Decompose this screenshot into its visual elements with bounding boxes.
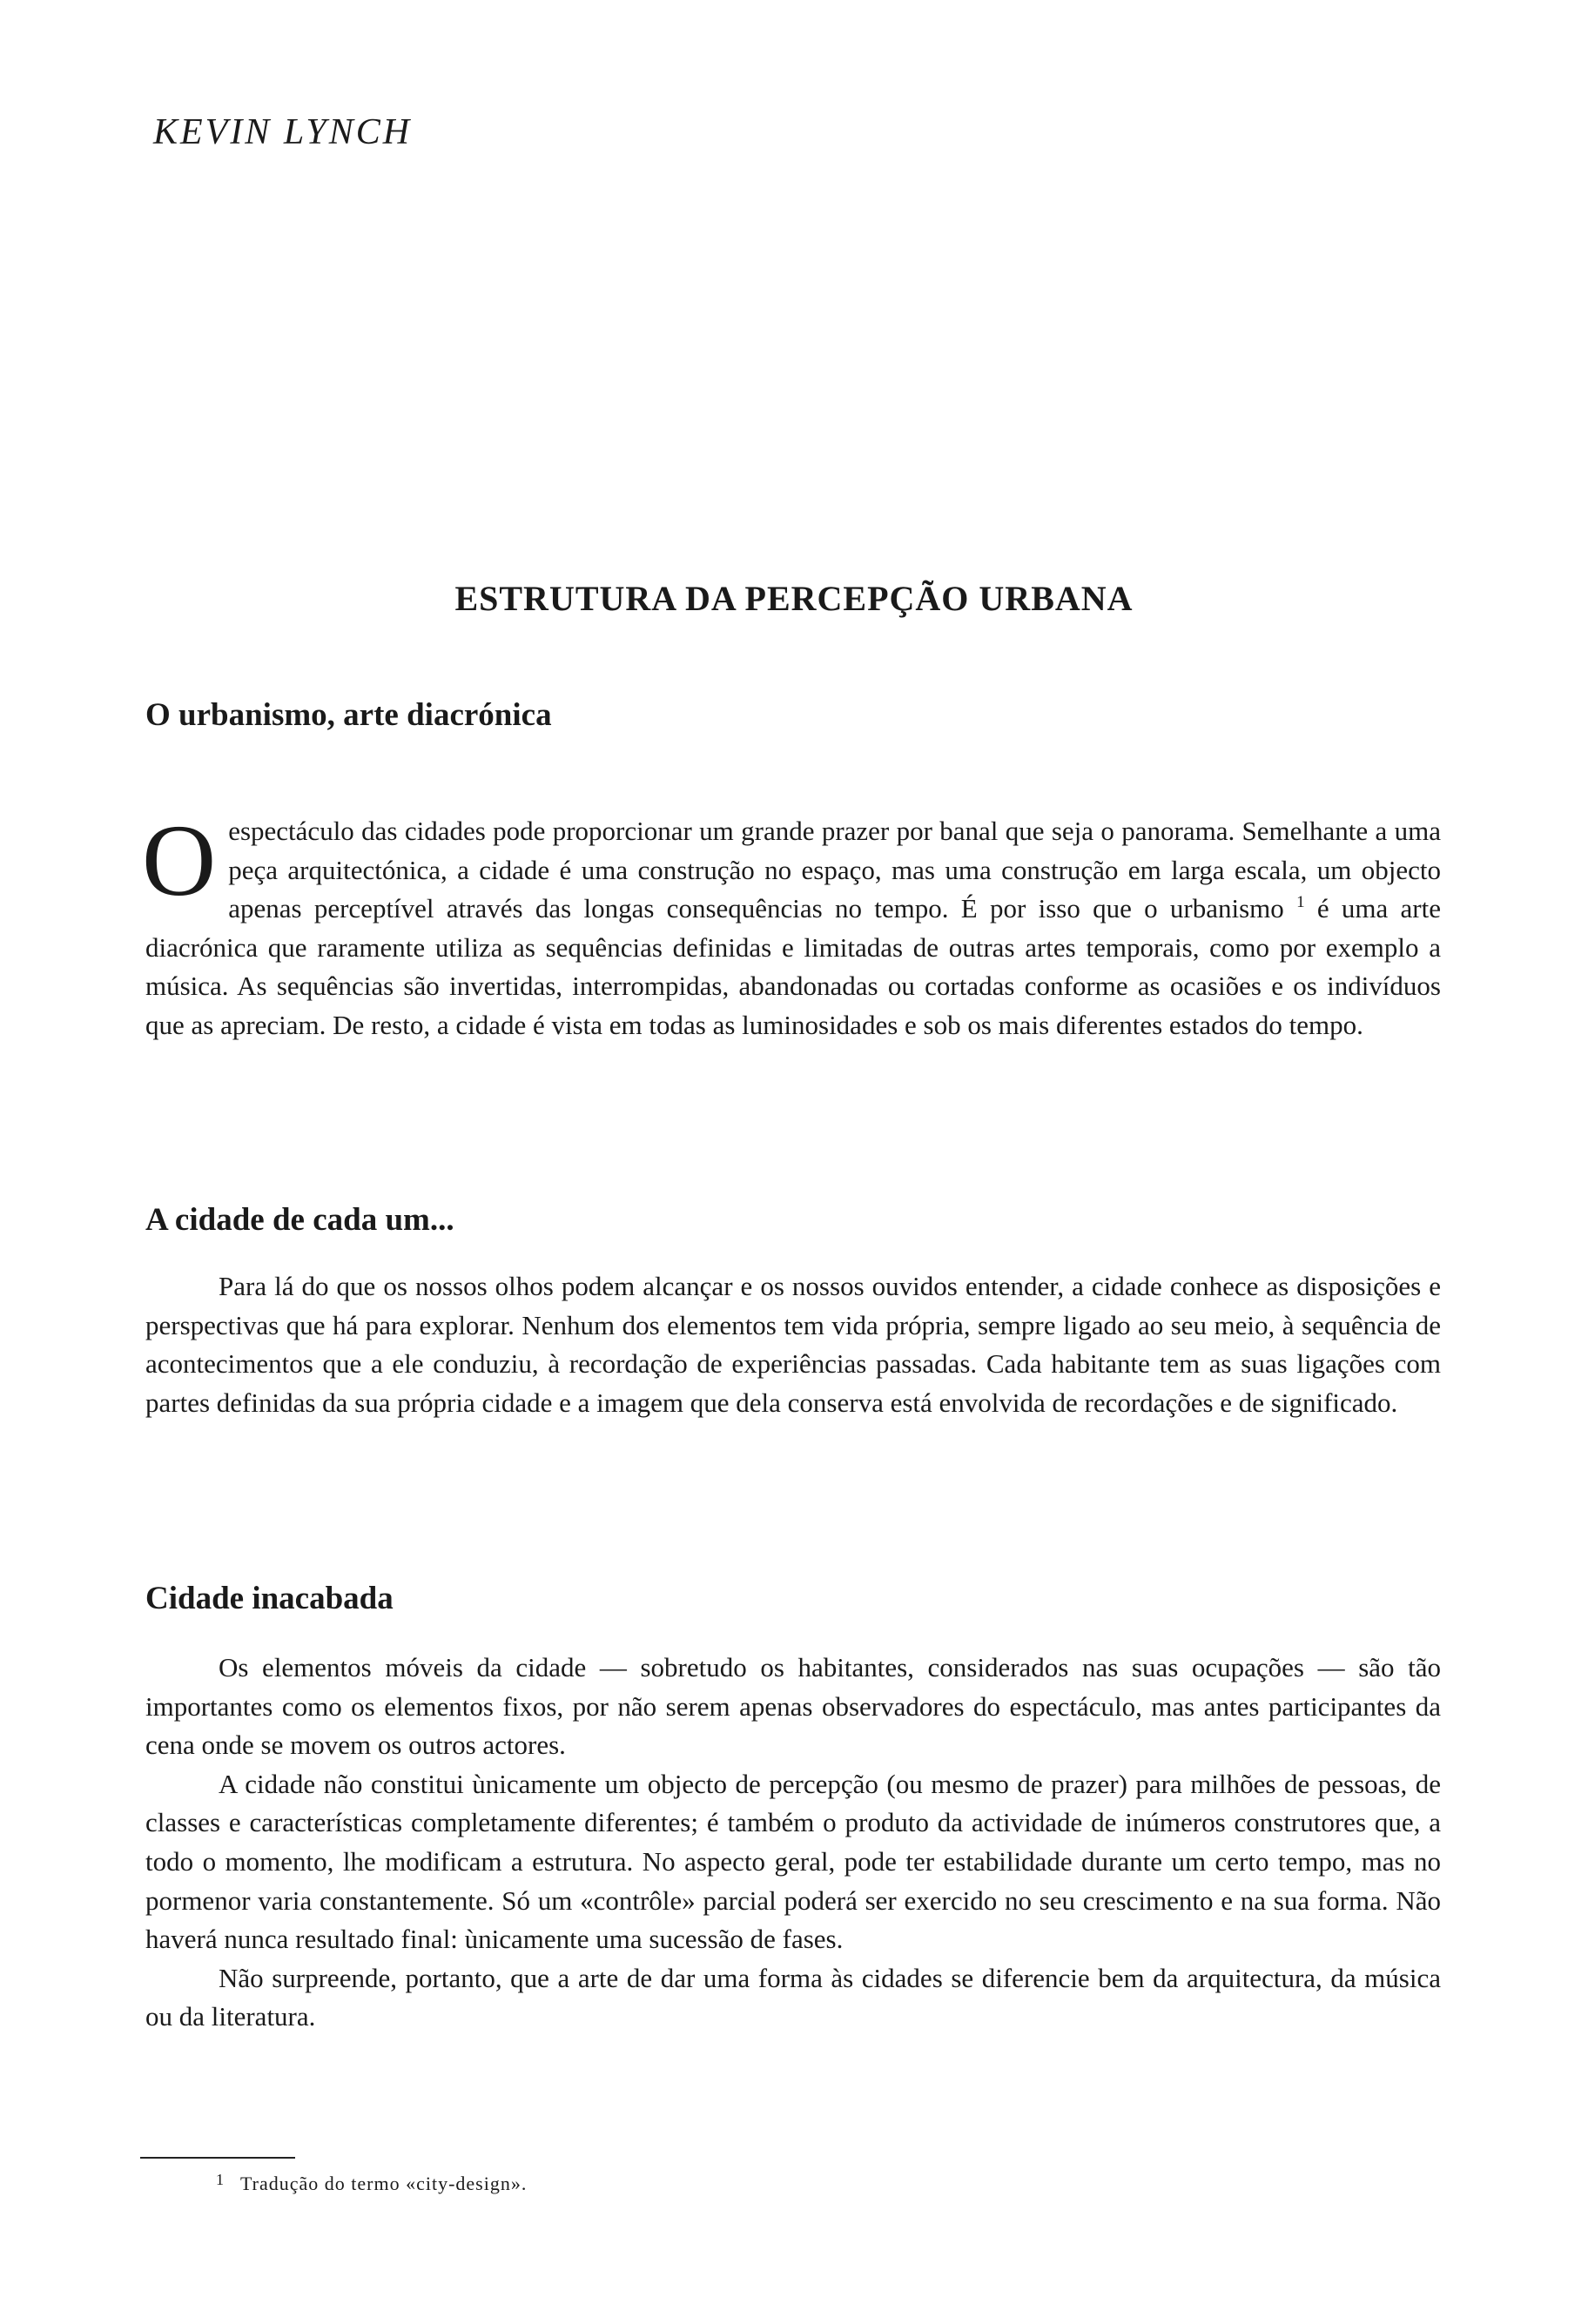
footnote-text: Tradução do termo «city-design». <box>240 2173 528 2194</box>
footnote-reference: 1 <box>1296 893 1305 912</box>
article-title: ESTRUTURA DA PERCEPÇÃO URBANA <box>454 579 1134 618</box>
section-body-cidade-de-cada-um <box>145 1267 1441 1422</box>
drop-cap: O <box>142 803 217 917</box>
author-name: KEVIN LYNCH <box>153 112 413 152</box>
paragraph: Para lá do que os nossos olhos podem alcançar e os nossos ouvidos entender, a cidade conhece as disposições e perspectivas que há para explorar. Nenhum dos elementos tem vida própria, sempre ligado ao seu meio, à sequência de acontecimentos que a ele conduziu, à recordação de experiências passadas. Cada habitante tem as suas ligações com partes definidas da sua própria cidade e a imagem que dela conserva está envolvida de recordações e de significado. <box>145 1271 1441 1418</box>
footnote <box>216 2171 527 2195</box>
paragraph: Não surpreende, portanto, que a arte de dar uma forma às cidades se diferencie bem da arquitectura, da música ou da literatura. <box>145 1962 1441 2032</box>
footnote-number: 1 <box>216 2171 225 2188</box>
paragraph: A cidade não constitui ùnicamente um objecto de percepção (ou mesmo de prazer) para milhões de pessoas, de classes e características completamente diferentes; é também o produto da actividade de inúmeros construtores que, a todo o momento, lhe modificam a estrutura. No aspecto geral, pode ter estabilidade durante um certo tempo, mas no pormenor varia constantemente. Só um «contrôle» parcial poderá ser exercido no seu crescimento e na sua forma. Não haverá nunca resultado final: ùnicamente uma sucessão de fases. <box>145 1768 1441 1955</box>
paragraph-text: é uma arte diacrónica que raramente utiliza as sequências definidas e limitadas de outras artes temporais, como por exemplo a música. As sequências são invertidas, interrompidas, abandonadas ou cortadas conforme as ocasiões e os indivíduos que as apreciam. De resto, a cidade é vista em todas as luminosidades e sob os mais diferentes estados do tempo. <box>145 893 1441 1040</box>
paragraph <box>142 803 1441 1045</box>
section-heading-urbanismo: O urbanismo, arte diacrónica <box>145 697 552 733</box>
section-heading-cidade-inacabada: Cidade inacabada <box>145 1581 394 1616</box>
section-heading-cidade-de-cada-um: A cidade de cada um... <box>145 1202 454 1238</box>
footnote-divider <box>140 2157 295 2159</box>
paragraph-text: espectáculo das cidades pode proporcionar um grande prazer por banal que seja o panorama. Semelhante a uma peça arquitectónica, a cidade é uma construção no espaço, mas uma construção em larga escala, um objecto apenas perceptível através das longas consequências no tempo. É por isso que o urbanismo <box>228 816 1441 924</box>
paragraph: Os elementos móveis da cidade — sobretudo os habitantes, considerados nas suas ocupações — são tão importantes como os elementos fixos, por não serem apenas observadores do espectáculo, mas antes participantes da cena onde se movem os outros actores. <box>145 1652 1441 1761</box>
section-body-cidade-inacabada <box>145 1649 1441 2037</box>
section-body-urbanismo <box>142 803 1441 1045</box>
